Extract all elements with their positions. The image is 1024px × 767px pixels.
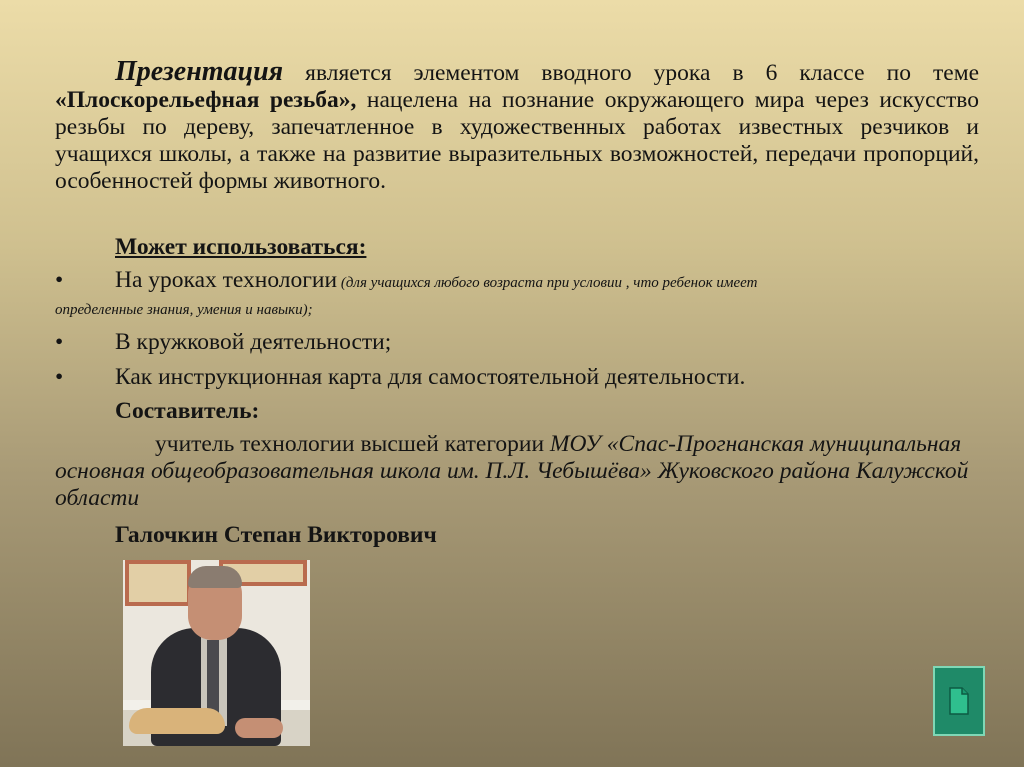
- intro-lead: Презентация: [115, 56, 284, 87]
- next-slide-button[interactable]: [933, 666, 985, 736]
- usage-item-label: Как инструкционная карта для самостоятельной деятельности.: [115, 364, 746, 390]
- bullet-icon: •: [55, 329, 64, 355]
- intro-text-2: нацелена на познание окружающего мира через искусство резьбы по дереву, запечатленное в художественных работах известных резчиков и учащихся школы, а также на развитие выразительных возможностей, передачи пропорций, особенностей формы животного.: [55, 87, 979, 194]
- usage-item-label: В кружковой деятельности;: [115, 329, 392, 355]
- author-paragraph: [55, 431, 985, 512]
- usage-item-instruction-card: [55, 364, 985, 391]
- usage-item-note: (для учащихся любого возраста при условии , что ребенок имеет: [337, 275, 758, 291]
- usage-item-technology: [55, 267, 985, 321]
- intro-paragraph: [55, 58, 979, 195]
- author-photo: [123, 560, 310, 746]
- usage-item-club: [55, 329, 985, 356]
- author-role: учитель технологии высшей категории: [155, 431, 550, 457]
- bullet-icon: •: [55, 364, 64, 390]
- bullet-icon: •: [55, 267, 64, 293]
- usage-heading: Может использоваться:: [115, 234, 367, 260]
- author-name: Галочкин Степан Викторович: [115, 522, 437, 548]
- intro-text-1: является элементом вводного урока в 6 классе по теме: [283, 60, 979, 86]
- usage-item-note-cont: определенные знания, умения и навыки);: [55, 302, 313, 318]
- intro-topic: «Плоскорельефная резьба»,: [55, 87, 357, 113]
- author-heading: Составитель:: [115, 398, 260, 424]
- page-icon: [948, 686, 970, 716]
- author-school: МОУ «Спас-Прогнанская муниципальная основная общеобразовательная школа им. П.Л. Чебышёва» Жуковского района Калужской области: [55, 431, 969, 511]
- usage-item-label: На уроках технологии: [115, 267, 338, 293]
